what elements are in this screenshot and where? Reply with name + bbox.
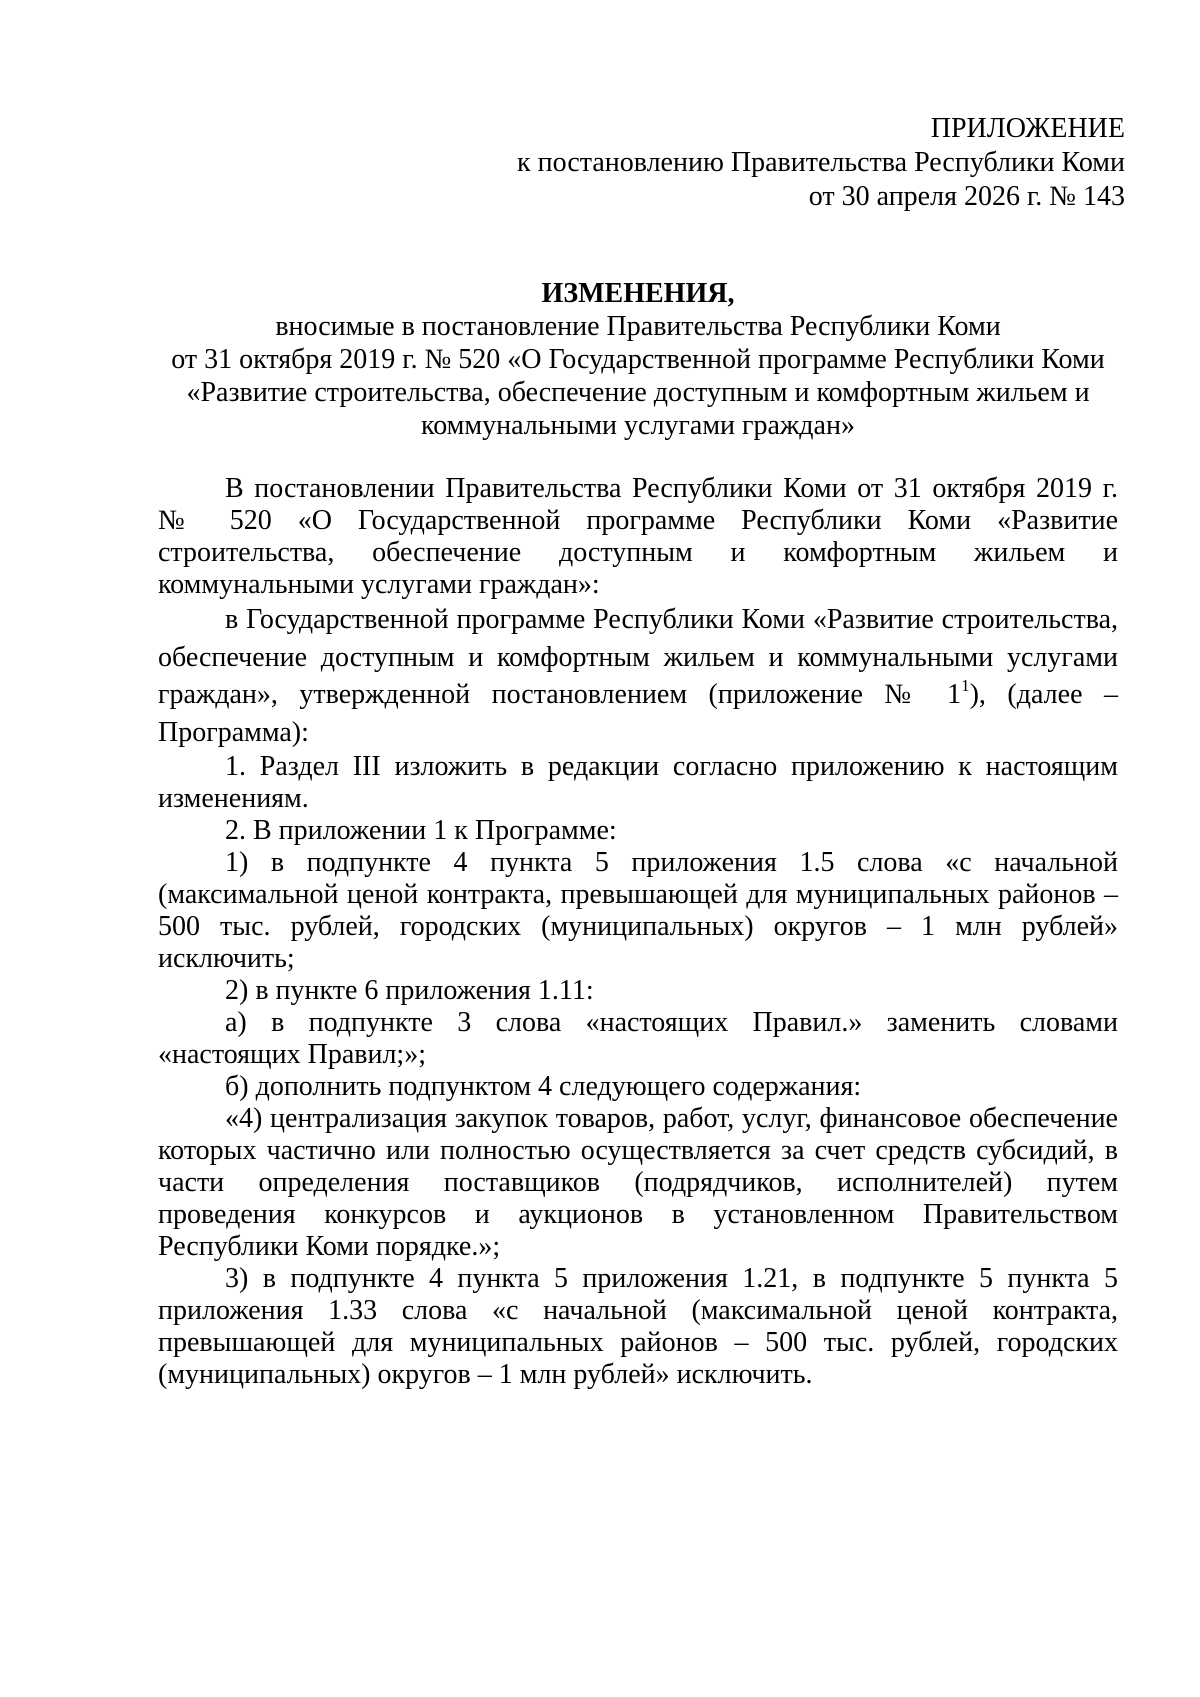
item-2-2-a: а) в подпункте 3 слова «настоящих Правил.» заменить словами «настоящих Правил;»; [158,1007,1118,1070]
program-paragraph [158,601,1118,751]
item-2-1: 1) в подпункте 4 пункта 5 приложения 1.5 слова «с начальной (максимальной ценой контракта, превышающей для муниципальных районов – 500 тыс. рублей, городских (муниципальных) округов – 1 млн рублей» исключить; [158,847,1118,974]
item-1: 1. Раздел III изложить в редакции согласно приложению к настоящим изменениям. [158,751,1118,814]
item-2-3: 3) в подпункте 4 пункта 5 приложения 1.21, в подпункте 5 пункта 5 приложения 1.33 слова «с начальной (максимальной ценой контракта, превышающей для муниципальных районов – 500 тыс. рублей, городских (муниципальных) округов – 1 млн рублей» исключить. [158,1263,1118,1390]
document-body [158,473,1118,1391]
item-2-2: 2) в пункте 6 приложения 1.11: [225,975,594,1006]
item-2: 2. В приложении 1 к Программе: [225,815,617,846]
title-heading: ИЗМЕНЕНИЯ, [541,278,735,309]
appendix-label: ПРИЛОЖЕНИЕ [930,113,1125,144]
intro-paragraph: В постановлении Правительства Республики Коми от 31 октября 2019 г. № 520 «О Государственной программе Республики Коми «Развитие строительства, обеспечение доступным и комфортным жильем и коммунальными услугами граждан»: [158,473,1118,600]
appendix-date-number: от 30 апреля 2026 г. № 143 [808,181,1125,212]
item-2-2-b: б) дополнить подпунктом 4 следующего содержания: [225,1071,862,1102]
program-superscript: 1 [961,675,970,695]
appendix-reference: к постановлению Правительства Республики Коми [517,147,1125,178]
title-line-4: коммунальными услугами граждан» [421,410,855,441]
item-2-2-b-text: «4) централизация закупок товаров, работ, услуг, финансовое обеспечение которых частично или полностью осуществляется за счет средств субсидий, в части определения поставщиков (подрядчиков, исполнителей) путем проведения конкурсов и аукционов в установленном Правительством Республики Коми порядке.»; [158,1103,1118,1262]
title-line-2: от 31 октября 2019 г. № 520 «О Государственной программе Республики Коми [171,344,1105,375]
title-line-3: «Развитие строительства, обеспечение доступным и комфортным жильем и [186,377,1090,408]
appendix-header [517,112,1125,214]
title-line-1: вносимые в постановление Правительства Республики Коми [275,311,1001,342]
program-text: в Государственной программе Республики Коми «Развитие строительства, обеспечение доступным и комфортным жильем и коммунальными услугами граждан», утвержденной постановлением (приложение № 1 [158,604,1118,710]
document-title [158,277,1118,442]
program-text-end: ), (далее – Программа): [158,679,1118,748]
